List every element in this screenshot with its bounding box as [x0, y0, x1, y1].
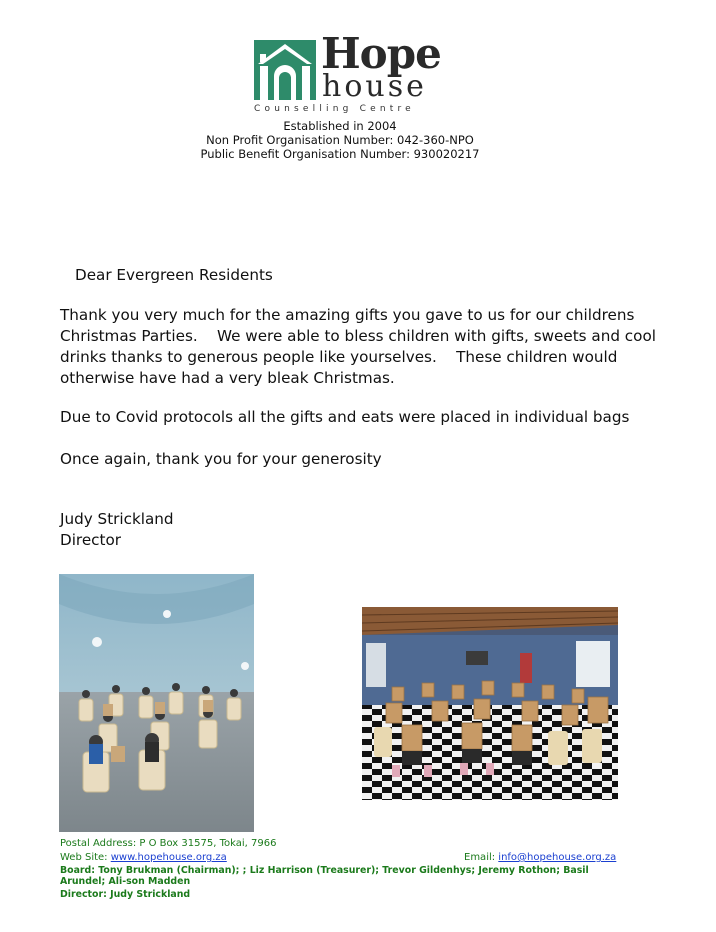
letter-paragraph-thanks: Thank you very much for the amazing gifts you gave to us for our childrens Christmas Parties. We were able to bless children with gifts, sweets and cool drinks thanks to generous people like yourselves. These children would otherwise have had a very bleak Christmas. [60, 306, 661, 387]
footer-director: Director: Judy Strickland [60, 889, 191, 900]
npo-number: Non Profit Organisation Number: 042-360-NPO [206, 133, 474, 147]
signer-title: Director [60, 531, 122, 549]
established-line: Established in 2004 [283, 119, 397, 133]
website-line [60, 852, 227, 864]
logo-wordmark-hope: Hope [321, 29, 441, 78]
pbo-number: Public Benefit Organisation Number: 930020217 [200, 147, 480, 161]
salutation: Dear Evergreen Residents [75, 266, 273, 284]
logo-wordmark-house: house [322, 69, 427, 104]
board-members: Board: Tony Brukman (Chairman); ; Liz Harrison (Treasurer); Trevor Gildenhys; Jeremy Rothon; Basil Arundel; Ali-son Madden [60, 865, 589, 887]
logo-tagline: Counselling Centre [254, 104, 415, 114]
photo-children-gift-bags [362, 607, 618, 800]
photo-children-hall [59, 574, 254, 832]
postal-address: Postal Address: P O Box 31575, Tokai, 7966 [60, 838, 277, 849]
letter-paragraph-covid: Due to Covid protocols all the gifts and eats were placed in individual bags [60, 408, 630, 426]
email-link[interactable]: info@hopehouse.org.za [498, 852, 617, 863]
letter-paragraph-closing: Once again, thank you for your generosity [60, 450, 382, 468]
website-link[interactable]: www.hopehouse.org.za [110, 852, 227, 863]
email-label: Email: [464, 852, 499, 863]
logo-house-icon [254, 40, 316, 100]
email-line [464, 852, 616, 864]
signer-name: Judy Strickland [60, 510, 174, 528]
website-label: Web Site: [60, 852, 111, 863]
